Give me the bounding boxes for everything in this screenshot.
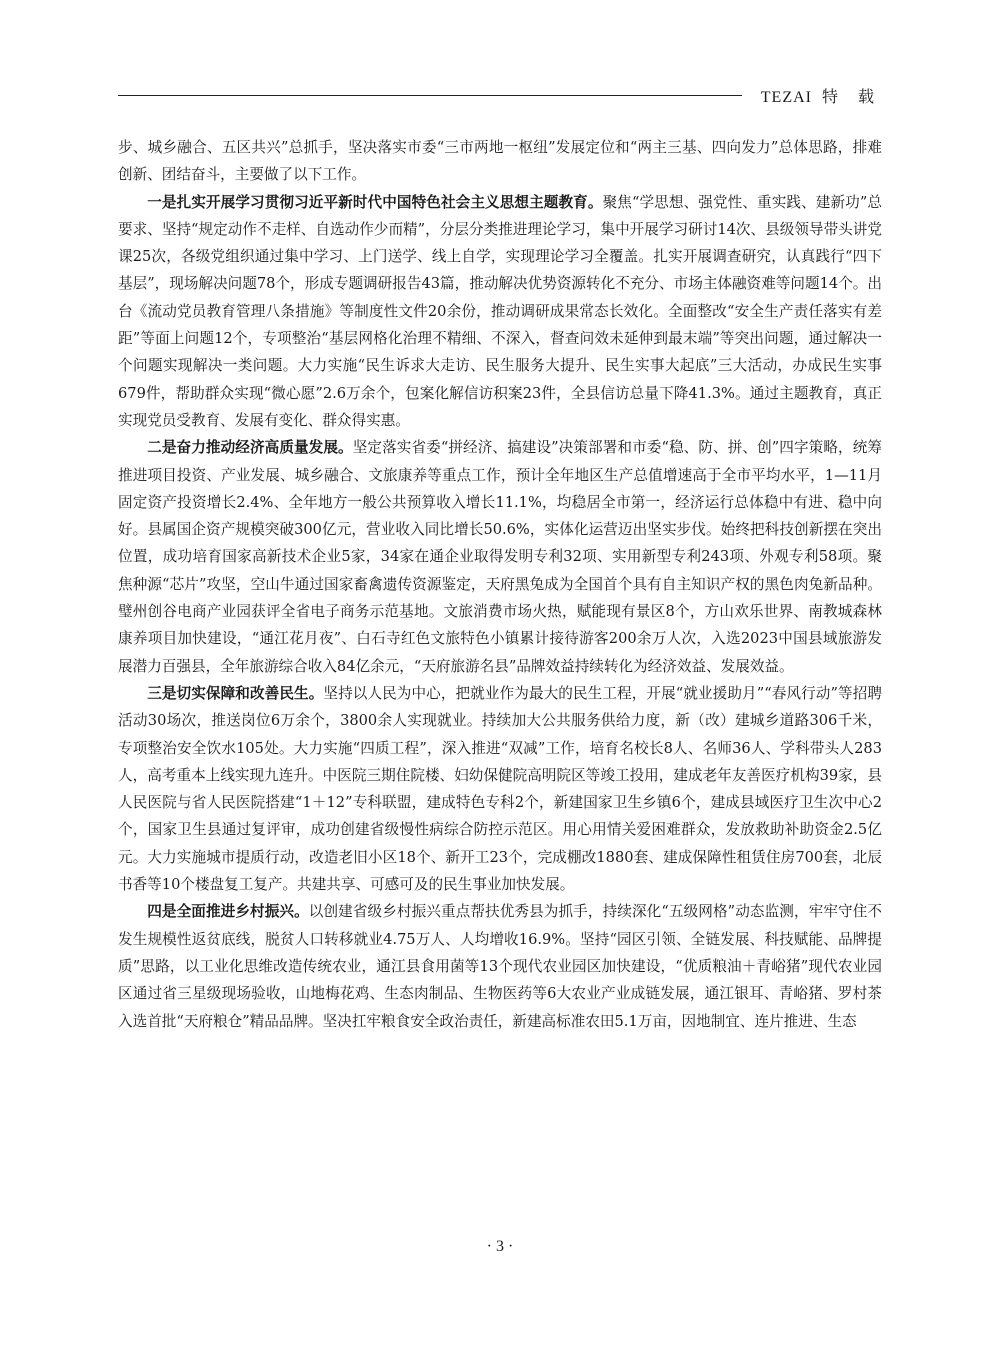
section-label-latin: TEZAI: [760, 89, 812, 106]
header-rule: [118, 95, 742, 96]
paragraph-text: 坚持以人民为中心，把就业作为最大的民生工程，开展“就业援助月”“春风行动”等招聘活动30场次，推送岗位6万余个，3800余人实现就业。持续加大公共服务供给力度，新（改）建城乡道路306千米，专项整治安全饮水105处。大力实施“四质工程”，深入推进“双减”工作，培育名校长8人、名师36人、学科带头人283人，高考重本上线实现九连升。中医院三期住院楼、妇幼保健院高明院区等竣工投用，建成老年友善医疗机构39家，县人民医院与省人民医院搭建“1＋12”专科联盟，建成特色专科2个，新建国家卫生乡镇6个，建成县域医疗卫生次中心2个，国家卫生县通过复评审，成功创建省级慢性病综合防控示范区。用心用情关爱困难群众，发放救助补助资金2.5亿元。大力实施城市提质行动，改造老旧小区18个、新开工23个，完成棚改1880套、建成保障性租赁住房700套，北辰书香等10个楼盘复工复产。共建共享、可感可及的民生事业加快发展。: [118, 684, 882, 894]
paragraph-rural-revitalization: [118, 898, 882, 1034]
paragraph-continued: [118, 134, 882, 189]
page-number: · 3 ·: [486, 1238, 514, 1255]
paragraph-lead: 一是扎实开展学习贯彻习近平新时代中国特色社会主义思想主题教育。: [147, 193, 603, 211]
paragraph-lead: 二是奋力推动经济高质量发展。: [147, 439, 353, 457]
paragraph-text: 聚焦“学思想、强党性、重实践、建新功”总要求、坚持“规定动作不走样、自选动作少而精”，分层分类推进理论学习，集中开展学习研讨14次、县级领导带头讲党课25次，各级党组织通过集中学习、上门送学、线上自学，实现理论学习全覆盖。扎实开展调查研究，认真践行“四下基层”，现场解决问题78个，形成专题调研报告43篇，推动解决优势资源转化不充分、市场主体融资难等问题14个。出台《流动党员教育管理八条措施》等制度性文件20余份，推动调研成果常态长效化。全面整改“安全生产责任落实有差距”等面上问题12个，专项整治“基层网格化治理不精细、不深入，督查问效未延伸到最末端”等突出问题，通过解决一个问题实现解决一类问题。大力实施“民生诉求大走访、民生服务大提升、民生实事大起底”三大活动，办成民生实事679件，帮助群众实现“微心愿”2.6万余个，包案化解信访积案23件，全县信访总量下降41.3%。通过主题教育，真正实现党员受教育、发展有变化、群众得实惠。: [118, 193, 882, 429]
paragraph-text: 坚定落实省委“拼经济、搞建设”决策部署和市委“稳、防、拼、创”四字策略，统筹推进项目投资、产业发展、城乡融合、文旅康养等重点工作，预计全年地区生产总值增速高于全市平均水平，1—11月固定资产投资增长2.4%、全年地方一般公共预算收入增长11.1%，均稳居全市第一，经济运行总体稳中有进、稳中向好。县属国企资产规模突破300亿元，营业收入同比增长50.6%，实体化运营迈出坚实步伐。始终把科技创新摆在突出位置，成功培育国家高新技术企业5家，34家在通企业取得发明专利32项、实用新型专利243项、外观专利58项。聚焦种源“芯片”攻坚，空山牛通过国家畜禽遗传资源鉴定，天府黑兔成为全国首个具有自主知识产权的黑色肉兔新品种。璧州创谷电商产业园获评全省电子商务示范基地。文旅消费市场火热，赋能现有景区8个，方山欢乐世界、南教城森林康养项目加快建设，“通江花月夜”、白石寺红色文旅特色小镇累计接待游客200余万人次，入选2023中国县域旅游发展潜力百强县，全年旅游综合收入84亿余元，“天府旅游名县”品牌效益持续转化为经济效益、发展效益。: [118, 439, 882, 675]
running-header: [118, 84, 882, 108]
section-label: [761, 84, 882, 107]
paragraph-lead: 四是全面推进乡村振兴。: [147, 903, 309, 921]
paragraph-lead: 三是切实保障和改善民生。: [147, 684, 324, 702]
paragraph-text: 以创建省级乡村振兴重点帮扶优秀县为抓手，持续深化“五级网格”动态监测，牢牢守住不发生规模性返贫底线，脱贫人口转移就业4.75万人、人均增收16.9%。坚持“园区引领、全链发展、科技赋能、品牌提质”思路，以工业化思维改造传统农业，通江县食用菌等13个现代农业园区加快建设，“优质粮油＋青峪猪”现代农业园区通过省三星级现场验收，山地梅花鸡、生态肉制品、生物医药等6大农业产业成链发展，通江银耳、青峪猪、罗村茶入选首批“天府粮仓”精品品牌。坚决扛牢粮食安全政治责任，新建高标准农田5.1万亩，因地制宜、连片推进、生态: [118, 903, 882, 1030]
paragraph-text: 步、城乡融合、五区共兴”总抓手，坚决落实市委“三市两地一枢纽”发展定位和“两主三基、四向发力”总体思路，排难创新、团结奋斗，主要做了以下工作。: [118, 139, 882, 184]
article-body: [118, 134, 882, 1035]
paragraph-economic-development: [118, 434, 882, 680]
paragraph-livelihood: [118, 680, 882, 898]
section-label-cn: 特 载: [821, 89, 882, 106]
paragraph-theme-education: [118, 189, 882, 435]
